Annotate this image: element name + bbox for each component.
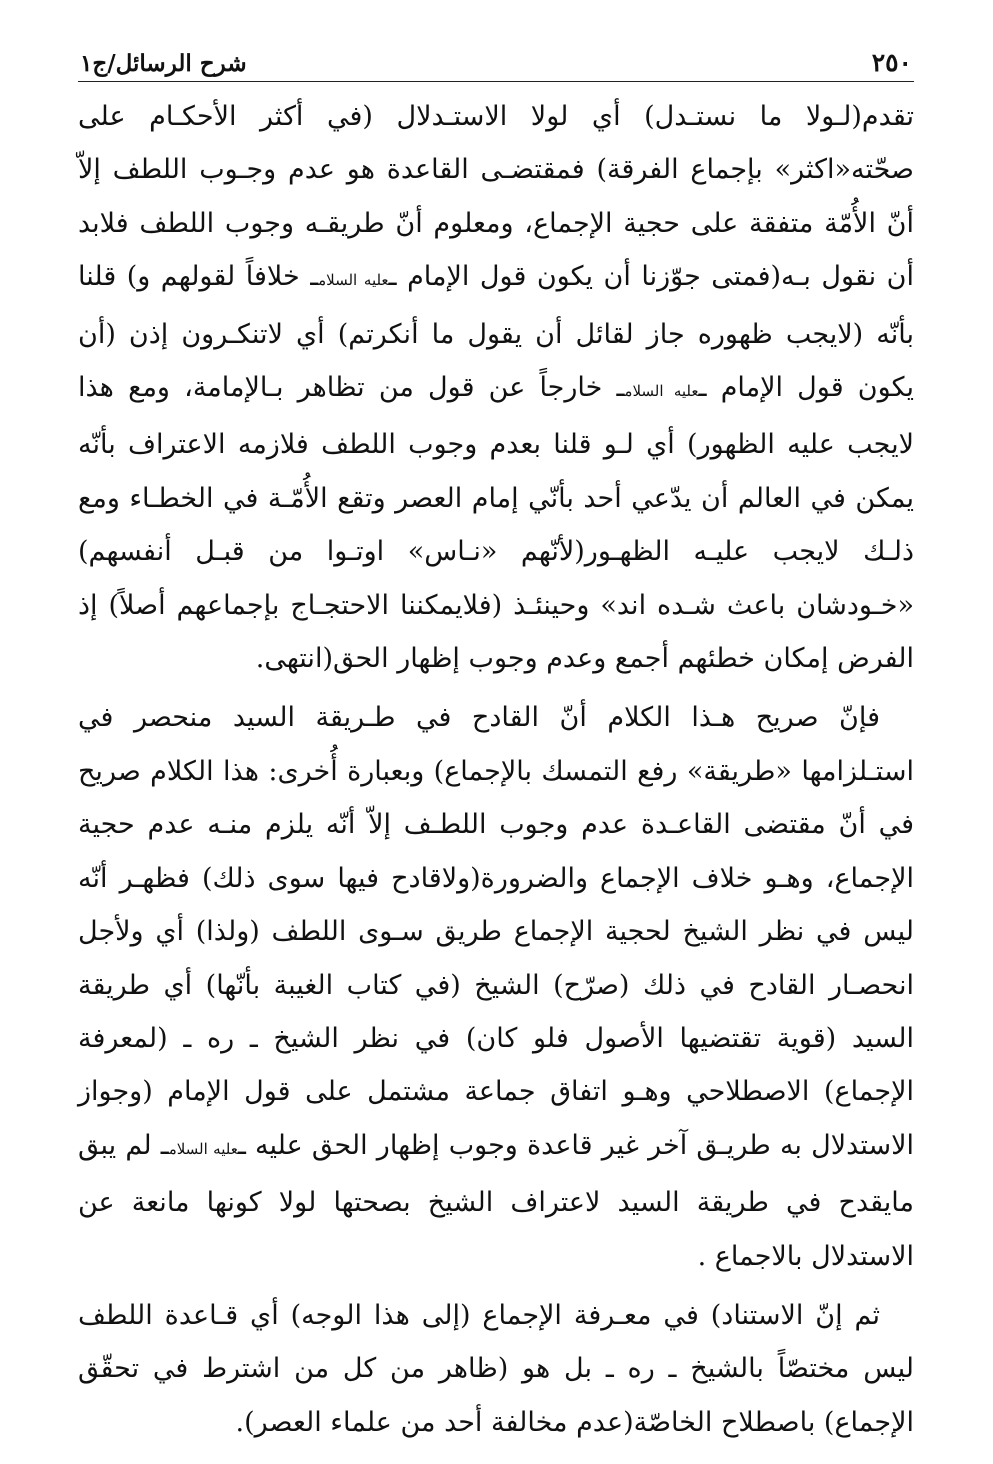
honorific: عليه السلام [168, 1139, 238, 1158]
book-page [78, 40, 914, 1449]
honorific: عليه السلام [624, 382, 699, 401]
body-text [78, 90, 914, 1449]
text-segment: فإنّ صريح هـذا الكلام أنّ القادح في طـريقة السيد منحصر في استـلزامها «طريقة» رفع التمسك بالإجماع) وبعبارة أُخرى: هذا الكلام صريح في أنّ مقتضى القاعـدة عدم وجوب اللطـف إلاّ أنّه يلزم منـه عدم حجية الإجماع، وهـو خلاف الإجماع والضرورة(ولاقادح فيها سوى ذلك) فظهـر أنّه ليس في نظر الشيخ لحجية الإجماع طريق سـوى اللطف (ولذا) أي ولأجل انحصـار القادح في ذلك (صرّح) الشيخ (في كتاب الغيبة بأنّها) أي طريقة السيد (قوية تقتضيها الأصول فلو كان) في نظر الشيخ ـ ره ـ (لمعرفة الإجماع) الاصطلاحي وهـو اتفاق جماعة مشتمل على قول الإمام (وجواز الاستدلال به طريـق آخر غير قاعدة وجوب إظهار الحق عليه ـ [78, 702, 914, 1161]
text-segment: ـ خارجاً عن قول من تظاهر بـالإمامة، ومع هذا لايجب عليه الظهور) أي لـو قلنا بعدم وجوب اللطف فلازمه الاعتراف بأنّه يمكن في العالم أن يدّعي أحد بأنّي إمام العصر وتقع الأُمّـة في الخطـاء ومع ذلـك لايجب عليـه الظهـور(لأنّهم «نـاس» اوتـوا من قبـل أنفسهم) «خـودشان باعث شـده اند» وحينئـذ (فلايمكننا الاحتجـاج بإجماعهم أصلاً) إذ الفرض إمكان خطئهم أجمع وعدم وجوب إظهار الحق(انتهى. [78, 372, 914, 675]
honorific: عليه السلام [318, 271, 389, 290]
page-number: ٢٥٠ [871, 48, 912, 77]
paragraph-2 [78, 691, 914, 1282]
page-header [78, 40, 914, 82]
running-title: شرح الرسائل/ج١ [80, 50, 247, 77]
paragraph-3 [78, 1289, 914, 1449]
text-segment: تقدم(لـولا ما نستـدل) أي لولا الاستـدلال (في أكثر الأحكـام على صحّته«اكثر» بإجماع الفرقة) فمقتضـى القاعدة هو عدم وجـوب اللطف إلاّ أنّ الأُمّة متفقة على حجية الإجماع، ومعلوم أنّ طريقـه وجوب اللطف فلابد أن نقول بـه(فمتى جوّزنا أن يكون قول الإمام ـ [78, 101, 914, 293]
text-segment: ثم إنّ الاستناد) في معـرفة الإجماع (إلى هذا الوجه) أي قـاعدة اللطف ليس مختصّاً بالشيخ ـ ره ـ بل هو (ظاهر من كل من اشترط في تحقّق الإجماع) باصطلاح الخاصّة(عدم مخالفة أحد من علماء العصر). [78, 1299, 914, 1438]
text-segment: ـ لم يبق مايقدح في طريقة السيد لاعتراف الشيخ بصحتها لولا كونها مانعة عن الاستدلال بالاجماع . [78, 1129, 914, 1272]
paragraph-1 [78, 90, 914, 685]
text-segment: ـ خلافاً لقولهم و) قلنا بأنّه (لايجب ظهوره جاز لقائل أن يقول ما أنكرتم) أي لاتنكـرون إذن (أن يكون قول الإمام ـ [78, 261, 914, 404]
